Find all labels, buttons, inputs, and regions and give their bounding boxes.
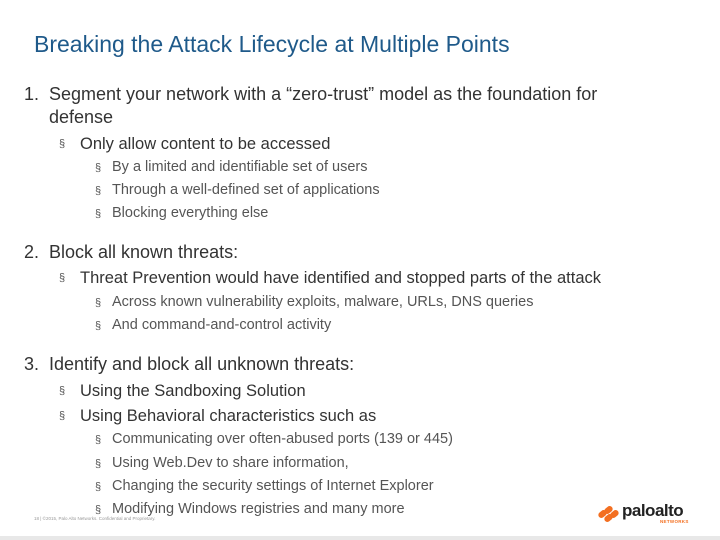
point-3-sub-1: Using the Sandboxing Solution <box>80 382 306 400</box>
point-2-item-1: Across known vulnerability exploits, malware, URLs, DNS queries <box>112 294 534 310</box>
point-1-item-2: Through a well-defined set of applications <box>112 182 380 198</box>
point-3-text: Identify and block all unknown threats: <box>49 354 355 374</box>
bullet-icon: § <box>95 208 102 220</box>
bullet-icon: § <box>59 138 66 150</box>
bullet-icon: § <box>95 297 102 309</box>
point-3-number: 3. <box>24 354 40 374</box>
point-3-item-2: Using Web.Dev to share information, <box>112 455 349 471</box>
point-1-text-line1: Segment your network with a “zero-trust” model as the foundation for <box>49 84 598 104</box>
point-2-sub: Threat Prevention would have identified and stopped parts of the attack <box>80 269 601 287</box>
point-1-text-line2: defense <box>49 107 114 127</box>
logo-wordmark: paloalto <box>622 501 684 520</box>
point-1-number: 1. <box>24 84 40 104</box>
point-1-item-3: Blocking everything else <box>112 205 269 221</box>
bullet-icon: § <box>59 385 66 397</box>
bottom-divider <box>0 536 720 540</box>
point-2-text: Block all known threats: <box>49 242 239 262</box>
bullet-icon: § <box>95 162 102 174</box>
point-2-number: 2. <box>24 242 40 262</box>
bullet-icon: § <box>95 504 102 516</box>
bullet-icon: § <box>95 185 102 197</box>
point-3-sub-2: Using Behavioral characteristics such as <box>80 407 377 425</box>
slide-title: Breaking the Attack Lifecycle at Multiple Points <box>34 31 510 57</box>
logo-subtext: NETWORKS <box>660 519 689 524</box>
point-3-item-1: Communicating over often-abused ports (139 or 445) <box>112 431 453 447</box>
bullet-icon: § <box>59 272 66 284</box>
footer-text: 18 | ©2015, Palo Alto Networks. Confidential and Proprietary. <box>34 516 156 521</box>
point-2-item-2: And command-and-control activity <box>112 317 332 333</box>
point-3-item-3: Changing the security settings of Internet Explorer <box>112 478 434 494</box>
point-1-sub: Only allow content to be accessed <box>80 135 331 153</box>
point-1-item-1: By a limited and identifiable set of users <box>112 159 368 175</box>
paloalto-mark-icon <box>598 504 620 524</box>
bullet-icon: § <box>59 410 66 422</box>
bullet-icon: § <box>95 458 102 470</box>
point-3-item-4: Modifying Windows registries and many more <box>112 501 405 517</box>
bullet-icon: § <box>95 434 102 446</box>
bullet-icon: § <box>95 481 102 493</box>
bullet-icon: § <box>95 320 102 332</box>
paloalto-logo <box>598 501 690 527</box>
